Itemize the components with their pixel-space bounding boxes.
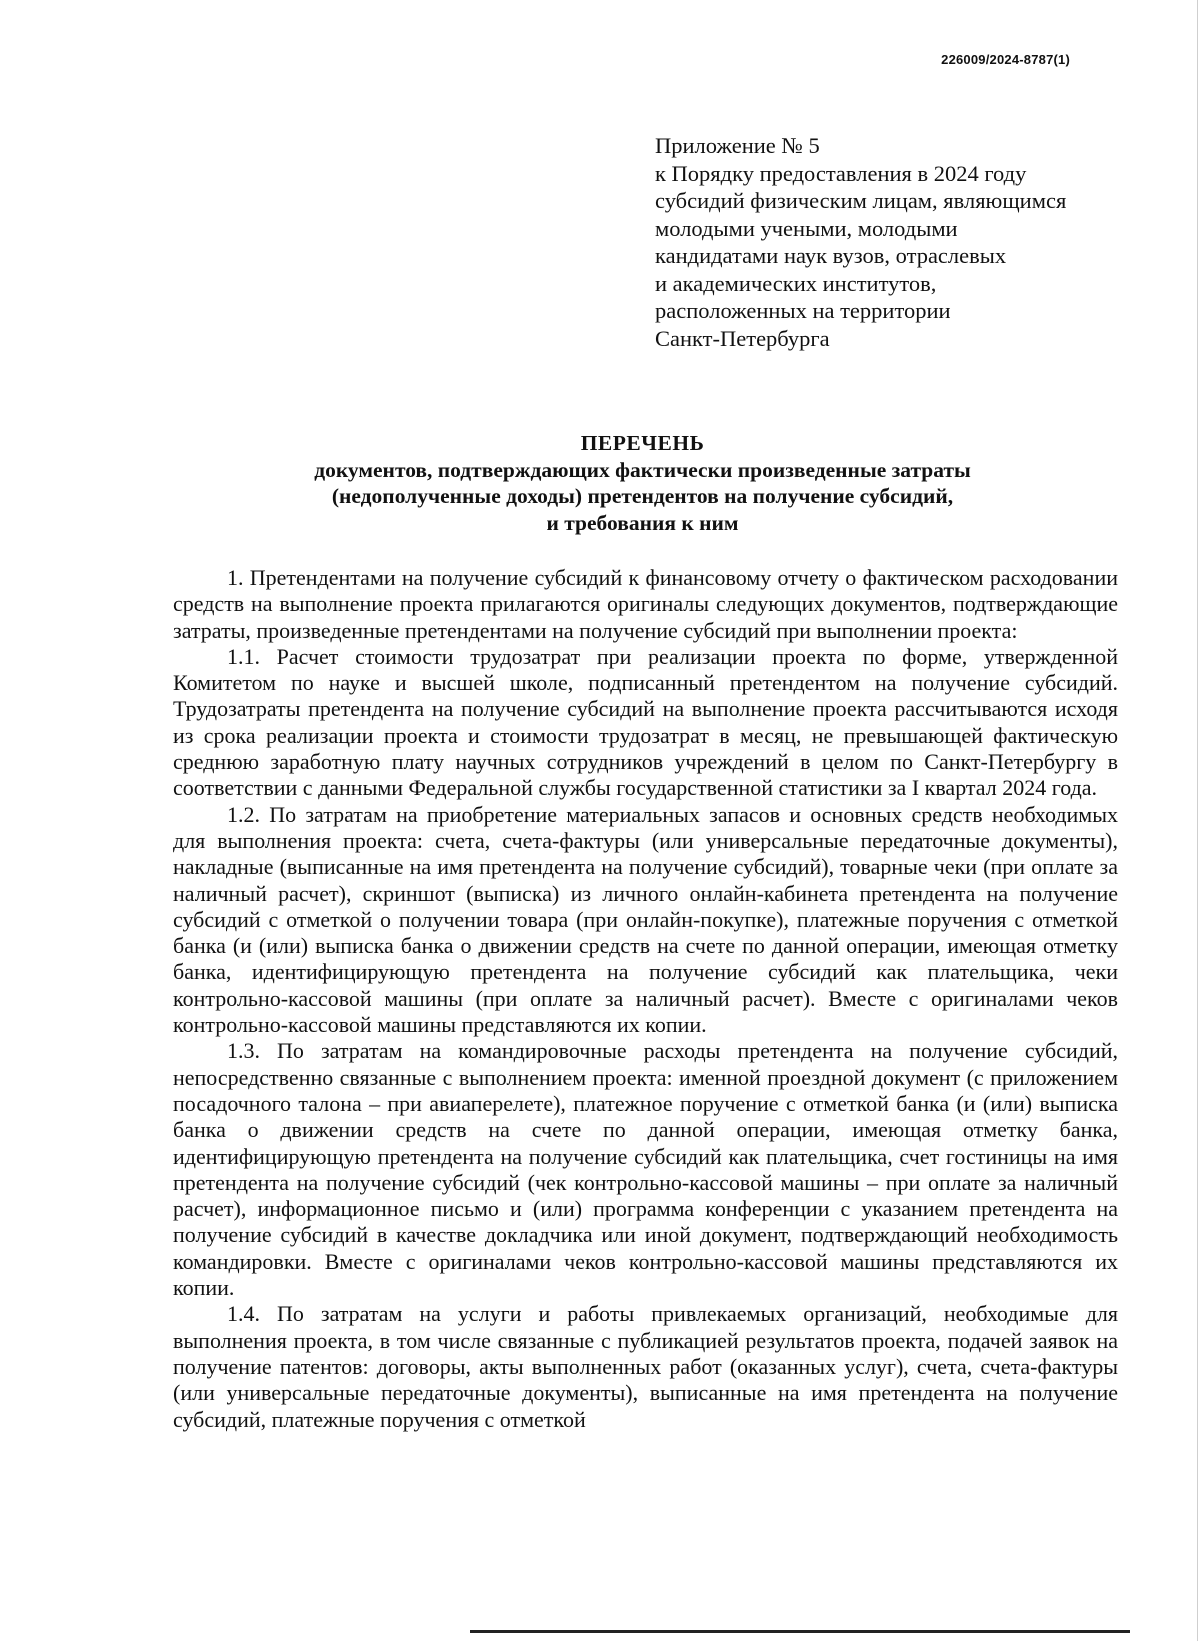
appendix-line: к Порядку предоставления в 2024 году (655, 160, 1027, 186)
appendix-line: Приложение № 5 (655, 133, 820, 158)
appendix-line: расположенных на территории (655, 298, 951, 323)
appendix-line: и академических институтов, (655, 270, 937, 296)
document-registration-number: 226009/2024-8787(1) (941, 52, 1070, 67)
appendix-reference-block (655, 132, 1125, 352)
appendix-line: молодыми учеными, молодыми (655, 215, 958, 241)
document-body (173, 565, 1118, 1433)
title-subline: и требования к ним (546, 510, 739, 535)
title-subline: документов, подтверждающих фактически произведенные затраты (314, 457, 971, 482)
paragraph-1-3: 1.3. По затратам на командировочные расходы претендента на получение субсидий, непосредственно связанные с выполнением проекта: именной проездной документ (с приложением посадочного талона – при авиаперелете), платежное поручение с отметкой банка (и (или) выписка банка о движении средств на счете по данной операции, имеющая отметку банка, идентифицирующую претендента на получение субсидий как плательщика, счет гостиницы на имя претендента на получение субсидий (чек контрольно-кассовой машины – при оплате за наличный расчет), информационное письмо и (или) программа конференции с указанием претендента на получение субсидий в качестве докладчика или иной документ, подтверждающий необходимость командировки. Вместе с оригиналами чеков контрольно-кассовой машины представляются их копии. (173, 1038, 1118, 1301)
scan-right-edge (1197, 0, 1198, 1641)
paragraph-1-4: 1.4. По затратам на услуги и работы привлекаемых организаций, необходимые для выполнения проекта, в том числе связанные с публикацией результатов проекта, подачей заявок на получение патентов: договоры, акты выполненных работ (оказанных услуг), счета, счета-фактуры (или универсальные передаточные документы), выписанные на имя претендента на получение субсидий, платежные поручения с отметкой (173, 1301, 1118, 1432)
appendix-line: кандидатами наук вузов, отраслевых (655, 243, 1007, 268)
scan-bottom-edge (470, 1630, 1130, 1633)
title-subline: (недополученные доходы) претендентов на получение субсидий, (331, 484, 954, 508)
title-heading: ПЕРЕЧЕНЬ (580, 431, 705, 455)
paragraph-1-1: 1.1. Расчет стоимости трудозатрат при реализации проекта по форме, утвержденной Комитетом по науке и высшей школе, подписанный претендентом на получение субсидий. Трудозатраты претендента на получение субсидий на выполнение проекта рассчитываются исходя из срока реализации проекта и стоимости трудозатрат в месяц, не превышающей фактическую среднюю заработную плату научных сотрудников учреждений в целом по Санкт-Петербургу в соответствии с данными Федеральной службы государственной статистики за I квартал 2024 года. (173, 643, 1118, 801)
paragraph-1: 1. Претендентами на получение субсидий к финансовому отчету о фактическом расходовании средств на выполнение проекта прилагаются оригиналы следующих документов, подтверждающие затраты, произведенные претендентами на получение субсидий при выполнении проекта: (173, 565, 1118, 643)
document-title (170, 430, 1115, 536)
paragraph-1-2: 1.2. По затратам на приобретение материальных запасов и основных средств необходимых для выполнения проекта: счета, счета-фактуры (или универсальные передаточные документы), накладные (выписанные на имя претендента на получение субсидий), товарные чеки (при оплате за наличный расчет), скриншот (выписка) из личного онлайн-кабинета претендента на получение субсидий с отметкой о получении товара (при онлайн-покупке), платежные поручения с отметкой банка (и (или) выписка банка о движении средств на счете по данной операции, имеющая отметку банка, идентифицирующую претендента на получение субсидий как плательщика, чеки контрольно-кассовой машины (при оплате за наличный расчет). Вместе с оригиналами чеков контрольно-кассовой машины представляются их копии. (173, 801, 1118, 1038)
appendix-line: субсидий физическим лицам, являющимся (655, 188, 1067, 213)
appendix-line: Санкт-Петербурга (655, 325, 830, 351)
